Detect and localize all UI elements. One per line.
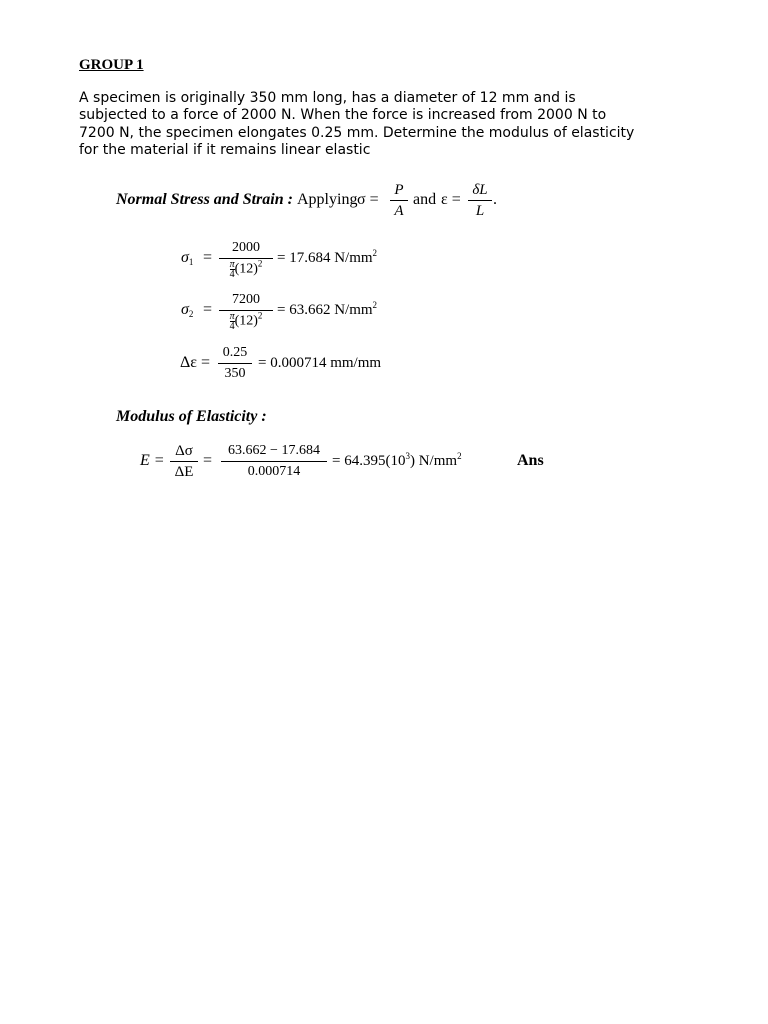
stress-numerator: P	[394, 182, 404, 198]
fraction-bar	[221, 461, 327, 462]
fraction-bar	[219, 258, 273, 259]
sigma1-fraction	[219, 239, 273, 279]
delta-epsilon-denominator: 350	[224, 366, 246, 381]
sigma1-denominator: $\frac{\pi}{4}$ $(12)^2$	[229, 258, 263, 280]
strain-fraction	[468, 181, 492, 220]
and-text: and	[413, 191, 437, 208]
sigma1-lhs: $\sigma_1$	[181, 249, 194, 267]
problem-statement	[79, 90, 699, 160]
fraction-bar	[218, 363, 252, 364]
modulus-lhs: E =	[140, 452, 165, 469]
modulus-fraction-2	[221, 442, 327, 481]
sigma2-numerator: 7200	[232, 292, 260, 307]
problem-line: subjected to a force of 2000 N. When the force is increased from 2000 N to	[79, 107, 607, 124]
epsilon-equals: ε =	[441, 191, 461, 208]
stress-fraction	[390, 181, 408, 220]
sigma-equals: σ =	[357, 191, 379, 208]
stress-difference: 63.662 − 17.684	[228, 443, 320, 458]
fraction-bar	[219, 310, 273, 311]
delta-epsilon-numerator: 0.25	[222, 345, 248, 360]
period: .	[493, 191, 497, 208]
fraction-bar	[468, 200, 492, 201]
strain-denominator: L	[475, 203, 485, 219]
sigma1-result: = 17.684 $N/mm^2$	[277, 248, 378, 266]
sigma2-result: = 63.662 $N/mm^2$	[277, 300, 378, 318]
sigma2-lhs: $\sigma_2$	[181, 301, 194, 319]
strain-difference: 0.000714	[247, 464, 301, 479]
delta-epsilon-fraction	[218, 344, 252, 383]
delta-epsilon-result: = 0.000714 mm/mm	[258, 355, 382, 371]
applying-text: Applying	[297, 191, 358, 208]
answer-label: Ans	[517, 452, 544, 469]
fraction-bar	[170, 461, 198, 462]
section-title-modulus: Modulus of Elasticity :	[116, 408, 267, 425]
delta-sigma: Δσ	[175, 443, 193, 459]
problem-line: A specimen is originally 350 mm long, has a diameter of 12 mm and is	[79, 90, 576, 106]
stress-denominator: A	[394, 203, 404, 219]
sigma2-fraction	[219, 291, 273, 331]
problem-line: 7200 N, the specimen elongates 0.25 mm. Determine the modulus of elasticity	[79, 124, 635, 141]
fraction-bar	[390, 200, 408, 201]
modulus-fraction-1	[170, 442, 198, 481]
section-title-normal-stress: Normal Stress and Strain :	[116, 191, 293, 208]
delta-e: ΔE	[174, 464, 194, 480]
sigma1-numerator: 2000	[232, 240, 260, 255]
equals-sign: =	[203, 301, 213, 318]
group-heading: GROUP 1	[79, 57, 144, 73]
modulus-result: = $64.395(10^3)$ $N/mm^2$	[332, 451, 462, 469]
sigma2-denominator: $\frac{\pi}{4}$ $(12)^2$	[229, 310, 263, 332]
equals-sign: =	[203, 249, 213, 266]
delta-epsilon-lhs: Δε =	[180, 354, 211, 371]
equals-sign: =	[203, 452, 213, 469]
problem-line: for the material if it remains linear elastic	[79, 142, 371, 159]
strain-numerator: δL	[472, 182, 488, 198]
